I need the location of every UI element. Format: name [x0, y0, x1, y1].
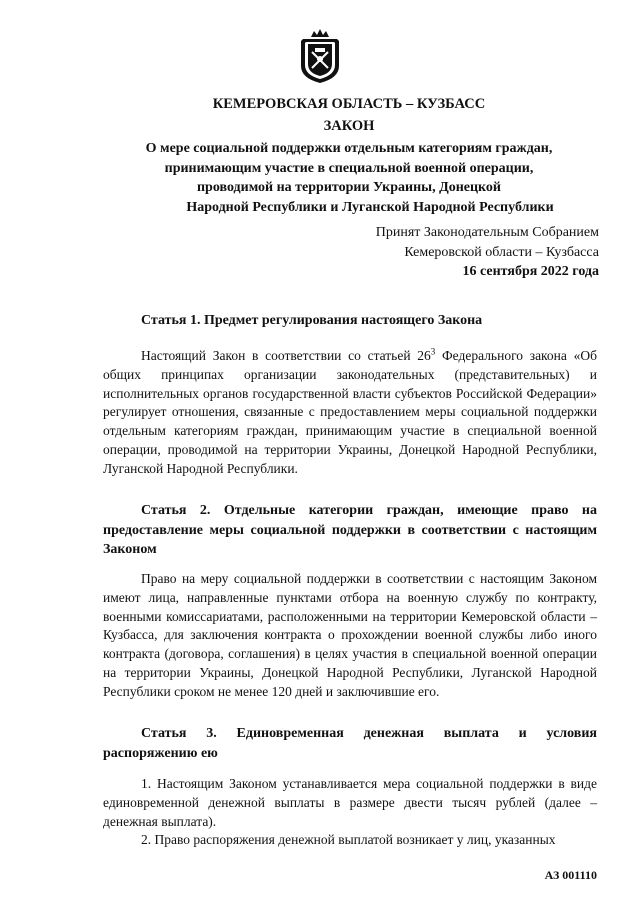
law-title-line: Народной Республики и Луганской Народной Республики — [186, 199, 554, 215]
article-1-text: Федерального закона «Об общих принципах организации законодательных (представительных) и исполнительных органов государственной власти субъектов Российской Федерации» регулирует отношения, связанные с предоставлением меры социальной поддержки отдельным категориям граждан, принимающим участие в специальной военной операции, проводимой на территории Украины, Донецкой Народной Республики, Луганской Народной Республики. — [103, 348, 597, 476]
article-3-paragraph-1: 1. Настоящим Законом устанавливается мера социальной поддержки в виде единовременной денежной выплаты в размере двести тысяч рублей (далее – денежная выплата). — [103, 776, 597, 829]
adoption-date: 16 сентября 2022 года — [462, 264, 599, 279]
law-title-line: проводимой на территории Украины, Донецкой — [196, 180, 501, 195]
article-2-paragraph: Право на меру социальной поддержки в соответствии с настоящим Законом имеют лица, направленные пунктами отбора на военную службу по контракту, военными комиссариатами, расположенными на территории Кемеровской области – Кузбасса, для заключения контракта о прохождении военной службы либо иного контракта (договора, соглашения) в целях участия в специальной военной операции на территории Украины, Донецкой Народной Республики, Луганской Народной Республики сроком не менее 120 дней и заключившие его. — [103, 571, 597, 699]
adopted-by-line: Кемеровской области – Кузбасса — [404, 244, 599, 260]
adopted-by-line: Принят Законодательным Собранием — [375, 225, 599, 240]
law-title-line: принимающим участие в специальной военной операции, — [164, 160, 534, 176]
adoption-info — [299, 223, 599, 282]
document-code: АЗ 001110 — [544, 868, 597, 882]
law-title-line: О мере социальной поддержки отдельным категориям граждан, — [145, 141, 553, 156]
article-1-paragraph — [103, 347, 597, 479]
superscript: 3 — [430, 346, 436, 357]
document-type: ЗАКОН — [323, 118, 375, 134]
article-1-heading: Статья 1. Предмет регулирования настоящего Закона — [141, 313, 483, 328]
coat-of-arms-icon — [295, 28, 345, 84]
law-title — [100, 139, 598, 217]
article-2-heading: Статья 2. Отдельные категории граждан, имеющие право на предоставление меры социальной поддержки в соответствии с настоящим Законом — [103, 503, 597, 557]
region-name: КЕМЕРОВСКАЯ ОБЛАСТЬ – КУЗБАСС — [212, 96, 486, 112]
article-3-paragraph-2: 2. Право распоряжения денежной выплатой возникает у лиц, указанных — [141, 832, 556, 847]
article-1-text: Настоящий Закон в соответствии со статьей 26 — [141, 348, 431, 363]
article-3-heading: Статья 3. Единовременная денежная выплата и условия распоряжению ею — [103, 726, 597, 761]
